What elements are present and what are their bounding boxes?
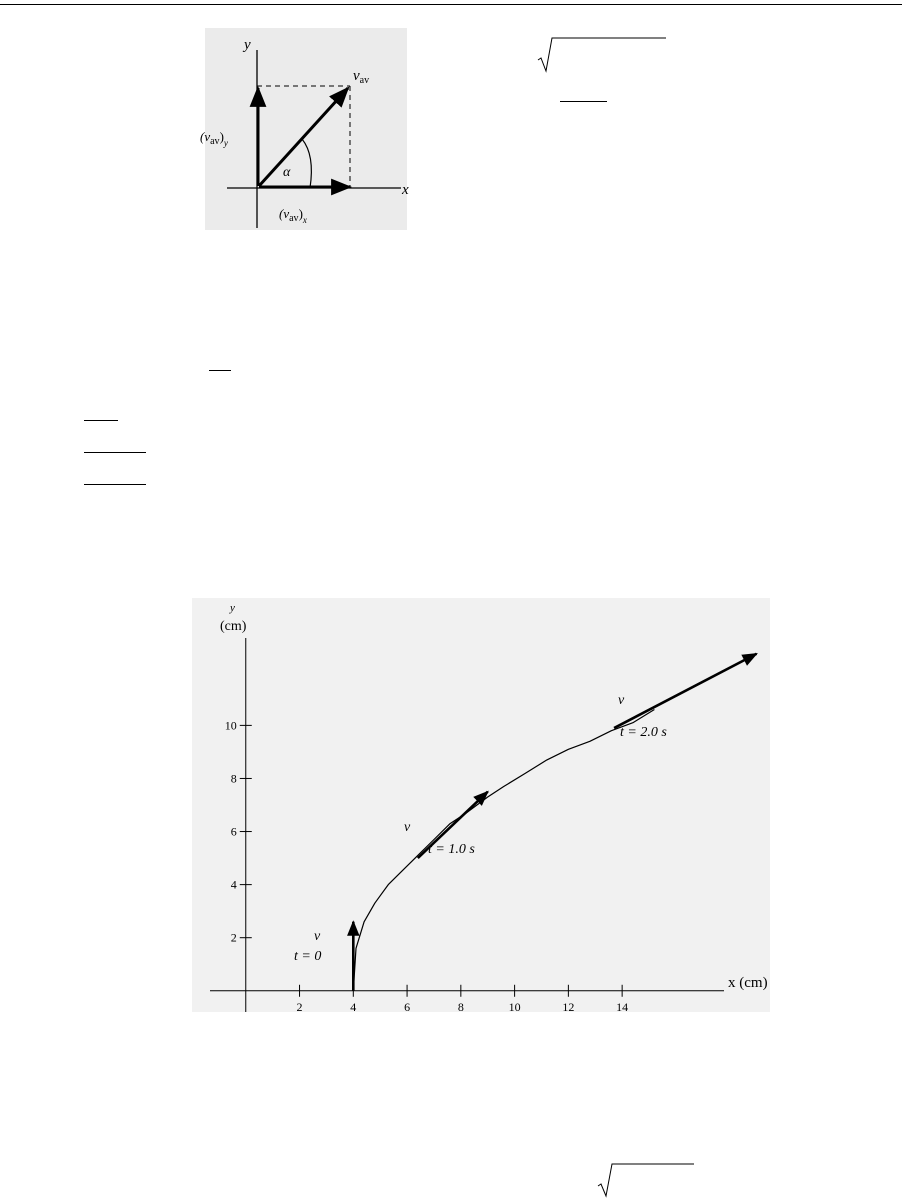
trajectory-curve: [353, 710, 654, 991]
y-tick-label: 2: [230, 930, 237, 945]
velocity-label-t1: v: [404, 820, 411, 835]
trajectory-plot: [192, 598, 770, 1012]
x-tick-label: 10: [508, 999, 521, 1014]
x-tick-label: 12: [562, 999, 575, 1014]
page-header-rule: [0, 4, 902, 5]
y-tick-label: 10: [224, 718, 237, 733]
angle-arc: [302, 139, 311, 188]
velocity-label-t0: v: [314, 929, 321, 944]
y-tick-label: 8: [230, 771, 237, 786]
y-tick-label: 6: [230, 824, 237, 839]
y-axis-unit: (cm): [220, 619, 247, 634]
time-label-t2: t = 2.0 s: [620, 725, 667, 740]
time-label-t0: t = 0: [294, 949, 322, 964]
velocity-vector-arrow: [614, 654, 756, 728]
vx-label: $(v_{av})_x$: [279, 206, 307, 225]
fraction-bar: [209, 370, 231, 371]
velocity-components-diagram: [200, 28, 409, 230]
fraction-bar: [84, 420, 118, 421]
vav-label: $v_{av}$: [353, 68, 370, 86]
y-axis-label: y: [244, 37, 251, 53]
x-tick-label: 4: [350, 999, 357, 1014]
vy-label: $(v_{av})_y$: [200, 129, 228, 148]
x-tick-label: 2: [296, 999, 303, 1014]
fraction-bar: [84, 484, 146, 485]
square-root-sign: [536, 34, 668, 74]
x-axis-label: x: [402, 182, 409, 198]
x-axis-label: x (cm): [728, 975, 768, 991]
x-tick-label: 6: [404, 999, 411, 1014]
square-root-sign: [596, 1160, 696, 1198]
trajectory-figure: [192, 598, 770, 1012]
vav-vector-arrow: [259, 88, 348, 186]
x-tick-label: 8: [457, 999, 464, 1014]
velocity-components-figure: [200, 28, 409, 230]
y-axis-label: y: [230, 602, 235, 614]
fraction-bar: [84, 452, 146, 453]
x-tick-label: 14: [616, 999, 629, 1014]
time-label-t1: t = 1.0 s: [428, 842, 475, 857]
velocity-label-t2: v: [618, 693, 625, 708]
fraction-bar: [560, 101, 607, 102]
y-tick-label: 4: [230, 877, 237, 892]
alpha-label: α: [283, 165, 291, 180]
